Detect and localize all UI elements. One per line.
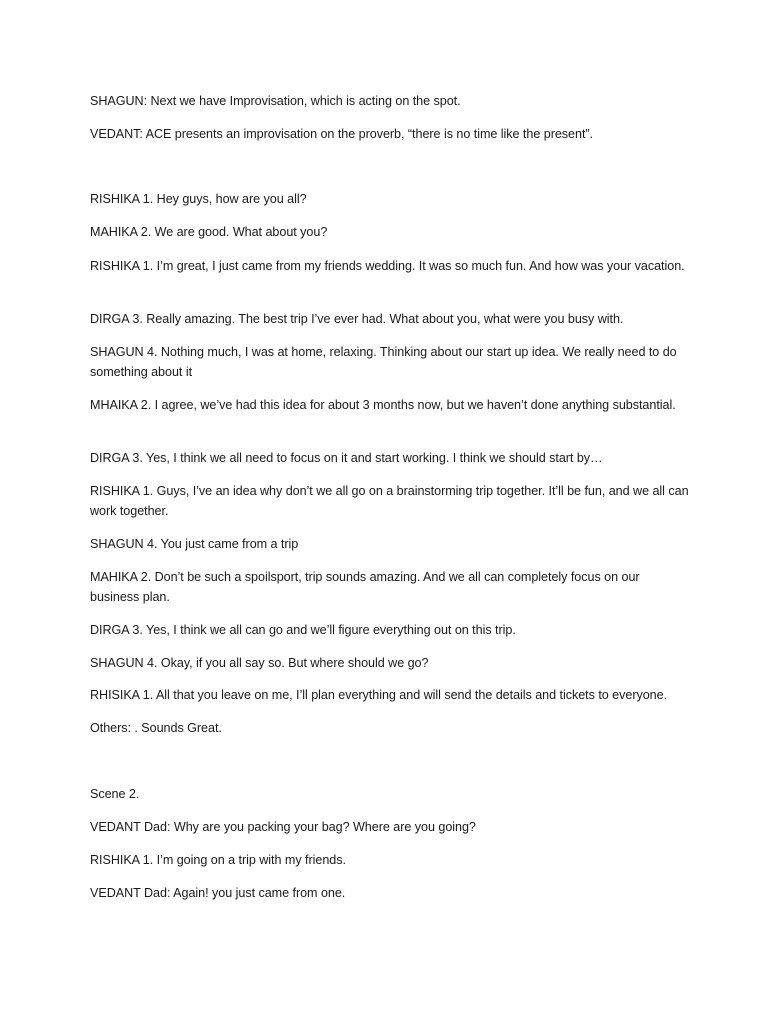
script-line: VEDANT: ACE presents an improvisation on the proverb, “there is no time like the present”. [90,127,593,141]
script-line: SHAGUN 4. Nothing much, I was at home, relaxing. Thinking about our start up idea. We really need to do something about it [90,345,677,379]
script-line: SHAGUN 4. You just came from a trip [90,537,299,551]
script-line: SHAGUN 4. Okay, if you all say so. But where should we go? [90,656,429,670]
script-line: DIRGA 3. Yes, I think we all need to focus on it and start working. I think we should start by… [90,451,603,465]
script-line: MAHIKA 2. Don’t be such a spoilsport, trip sounds amazing. And we all can completely focus on our business plan. [90,570,640,604]
script-line: SHAGUN: Next we have Improvisation, which is acting on the spot. [90,94,461,108]
script-line: DIRGA 3. Yes, I think we all can go and we’ll figure everything out on this trip. [90,623,516,637]
script-line: MAHIKA 2. We are good. What about you? [90,225,328,239]
script-line: RISHIKA 1. I’m great, I just came from my friends wedding. It was so much fun. And how was your vacation. [90,259,685,273]
script-line: Others: . Sounds Great. [90,721,222,735]
script-line: RHISIKA 1. All that you leave on me, I’ll plan everything and will send the details and tickets to everyone. [90,688,668,702]
script-line: RISHIKA 1. Hey guys, how are you all? [90,192,307,206]
scene-heading: Scene 2. [90,787,140,801]
script-line: DIRGA 3. Really amazing. The best trip I’ve ever had. What about you, what were you busy with. [90,312,624,326]
script-line: RISHIKA 1. Guys, I’ve an idea why don’t we all go on a brainstorming trip together. It’ll be fun, and we all can work together. [90,484,689,518]
script-line: MHAIKA 2. I agree, we’ve had this idea for about 3 months now, but we haven’t done anything substantial. [90,398,676,412]
script-line: RISHIKA 1. I’m going on a trip with my friends. [90,853,346,867]
script-line: VEDANT Dad: Again! you just came from one. [90,886,346,900]
script-line: VEDANT Dad: Why are you packing your bag? Where are you going? [90,820,476,834]
